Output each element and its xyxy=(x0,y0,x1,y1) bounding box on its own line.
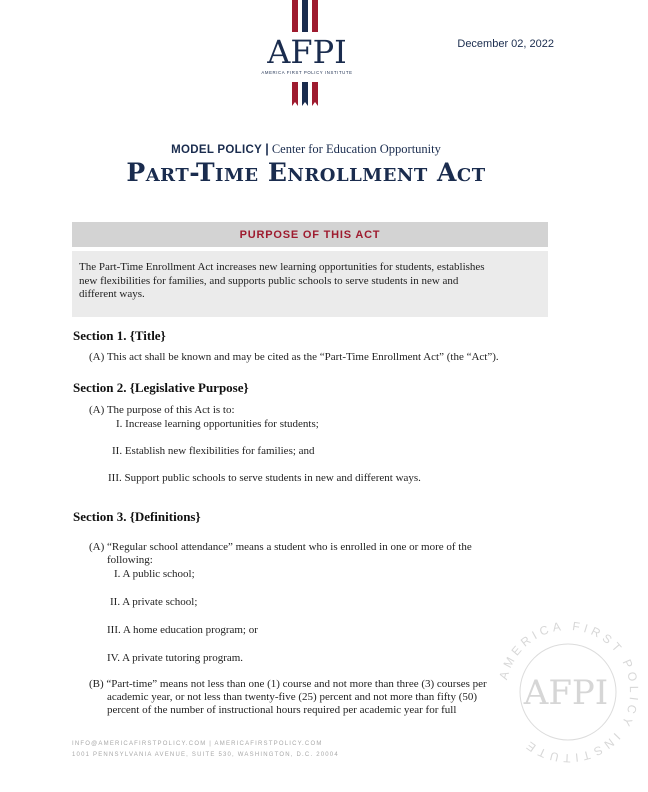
section-3-clause-b: (B) “Part-time” means not less than one (1) course and not more than three (3) courses per xyxy=(89,678,487,690)
section-3-clause-a: (A) “Regular school attendance” means a student who is enrolled in one or more of the xyxy=(89,541,472,553)
purpose-line: new flexibilities for families, and supports public schools to serve students in new and xyxy=(79,274,459,287)
seal-ring-text: AMERICA FIRST POLICY INSTITUTE xyxy=(496,618,642,766)
logo-subtitle: AMERICA FIRST POLICY INSTITUTE xyxy=(261,70,353,75)
list-item: IV. A private tutoring program. xyxy=(107,652,244,664)
section-3-heading: Section 3. {Definitions} xyxy=(73,509,201,524)
list-item: III. A home education program; or xyxy=(107,624,258,636)
logo-wordmark: AFPI xyxy=(267,33,347,71)
list-item: II. Establish new flexibilities for families; and xyxy=(112,445,315,457)
section-3-clause-b-cont: academic year, or not less than twenty-five (25) percent and not more than fifty (50) xyxy=(107,691,478,703)
section-1-clause-a: (A) This act shall be known and may be cited as the “Part-Time Enrollment Act” (the “Act”). xyxy=(89,351,499,363)
page-title: Part-Time Enrollment Act xyxy=(126,158,486,187)
center-name: Center for Education Opportunity xyxy=(271,142,441,156)
purpose-summary xyxy=(72,251,548,317)
section-3-clause-b-cont: percent of the number of instructional hours required per academic year for full xyxy=(107,704,457,716)
footer-address: 1001 PENNSYLVANIA AVENUE, SUITE 530, WASHINGTON, D.C. 20004 xyxy=(72,752,339,758)
purpose-heading: PURPOSE OF THIS ACT xyxy=(72,222,548,247)
afpi-seal-watermark-icon xyxy=(488,612,648,772)
list-item: III. Support public schools to serve students in new and different ways. xyxy=(108,472,421,484)
section-1-heading: Section 1. {Title} xyxy=(73,328,166,343)
footer-contact: INFO@AMERICAFIRSTPOLICY.COM | AMERICAFIRSTPOLICY.COM xyxy=(72,741,323,747)
list-item: II. A private school; xyxy=(110,596,198,608)
purpose-line: The Part-Time Enrollment Act increases new learning opportunities for students, establishes xyxy=(79,261,485,273)
afpi-logo xyxy=(0,0,612,110)
document-date: December 02, 2022 xyxy=(457,38,554,50)
policy-header xyxy=(0,142,612,157)
section-2-clause-a: (A) The purpose of this Act is to: xyxy=(89,404,235,416)
section-2-heading: Section 2. {Legislative Purpose} xyxy=(73,380,249,395)
section-3-clause-a-cont: following: xyxy=(107,554,153,566)
list-item: I. A public school; xyxy=(114,568,195,580)
seal-center-text: AFPI xyxy=(523,673,609,713)
model-policy-label: MODEL POLICY xyxy=(171,144,263,156)
header-separator: | xyxy=(265,142,269,156)
purpose-line: different ways. xyxy=(79,288,145,300)
list-item: I. Increase learning opportunities for students; xyxy=(116,418,319,430)
